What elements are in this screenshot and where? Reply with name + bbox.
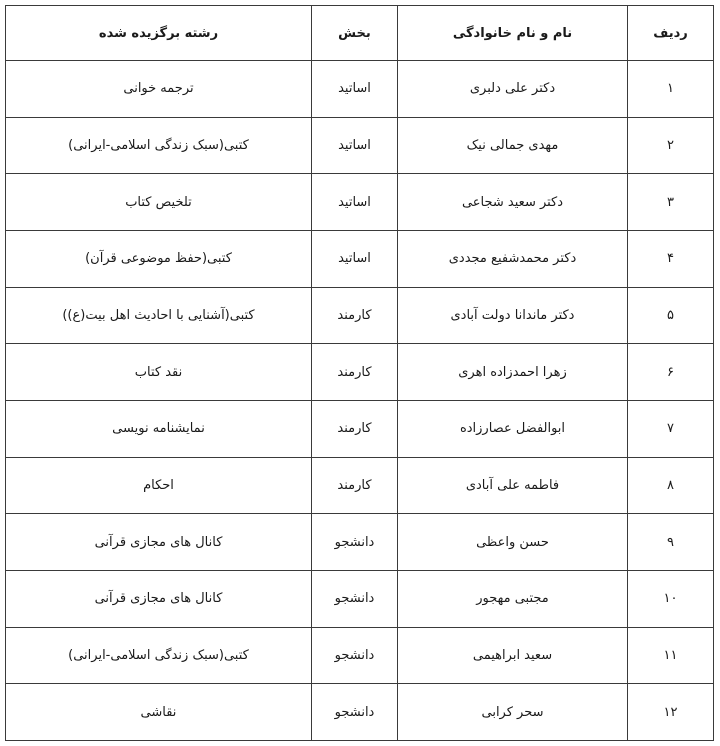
- cell-section: کارمند: [312, 457, 398, 514]
- cell-row-number: ۵: [628, 287, 714, 344]
- table-row: [6, 684, 714, 741]
- cell-row-number: ۱۱: [628, 627, 714, 684]
- cell-full-name: دکتر ماندانا دولت آبادی: [398, 287, 628, 344]
- header-section: بخش: [312, 6, 398, 61]
- cell-selected-field: کانال های مجازی قرآنی: [6, 514, 312, 571]
- cell-full-name: فاطمه علی آبادی: [398, 457, 628, 514]
- cell-selected-field: کتبی(آشنایی با احادیث اهل بیت(ع)): [6, 287, 312, 344]
- table-row: [6, 174, 714, 231]
- cell-row-number: ۷: [628, 400, 714, 457]
- cell-full-name: سحر کرابی: [398, 684, 628, 741]
- table-row: [6, 514, 714, 571]
- header-row-number: ردیف: [628, 6, 714, 61]
- cell-full-name: مجتبی مهجور: [398, 570, 628, 627]
- cell-row-number: ۱۲: [628, 684, 714, 741]
- cell-full-name: زهرا احمدزاده اهری: [398, 344, 628, 401]
- table-row: [6, 570, 714, 627]
- cell-section: اساتید: [312, 61, 398, 118]
- table-row: [6, 230, 714, 287]
- cell-section: کارمند: [312, 287, 398, 344]
- cell-full-name: دکتر علی دلبری: [398, 61, 628, 118]
- cell-section: دانشجو: [312, 627, 398, 684]
- cell-selected-field: نمایشنامه نویسی: [6, 400, 312, 457]
- cell-section: اساتید: [312, 117, 398, 174]
- cell-section: کارمند: [312, 344, 398, 401]
- cell-row-number: ۹: [628, 514, 714, 571]
- cell-section: دانشجو: [312, 514, 398, 571]
- cell-section: دانشجو: [312, 684, 398, 741]
- cell-row-number: ۲: [628, 117, 714, 174]
- cell-full-name: دکتر سعید شجاعی: [398, 174, 628, 231]
- cell-full-name: مهدی جمالی نیک: [398, 117, 628, 174]
- cell-row-number: ۶: [628, 344, 714, 401]
- header-selected-field: رشته برگزیده شده: [6, 6, 312, 61]
- cell-selected-field: کتبی(حفظ موضوعی قرآن): [6, 230, 312, 287]
- cell-full-name: دکتر محمدشفیع مجددی: [398, 230, 628, 287]
- results-table: [5, 5, 714, 741]
- cell-selected-field: ترجمه خوانی: [6, 61, 312, 118]
- cell-full-name: ابوالفضل عصارزاده: [398, 400, 628, 457]
- cell-section: اساتید: [312, 174, 398, 231]
- cell-selected-field: نقد کتاب: [6, 344, 312, 401]
- cell-section: دانشجو: [312, 570, 398, 627]
- cell-full-name: حسن واعظی: [398, 514, 628, 571]
- cell-section: کارمند: [312, 400, 398, 457]
- cell-full-name: سعید ابراهیمی: [398, 627, 628, 684]
- header-full-name: نام و نام خانوادگی: [398, 6, 628, 61]
- cell-selected-field: تلخیص کتاب: [6, 174, 312, 231]
- table-row: [6, 344, 714, 401]
- table-row: [6, 457, 714, 514]
- cell-selected-field: کانال های مجازی قرآنی: [6, 570, 312, 627]
- header-row: [6, 6, 714, 61]
- table-row: [6, 117, 714, 174]
- cell-selected-field: احکام: [6, 457, 312, 514]
- table-row: [6, 400, 714, 457]
- cell-selected-field: کتبی(سبک زندگی اسلامی-ایرانی): [6, 627, 312, 684]
- cell-section: اساتید: [312, 230, 398, 287]
- cell-row-number: ۳: [628, 174, 714, 231]
- cell-row-number: ۸: [628, 457, 714, 514]
- cell-selected-field: نقاشی: [6, 684, 312, 741]
- table-row: [6, 61, 714, 118]
- cell-row-number: ۴: [628, 230, 714, 287]
- cell-row-number: ۱: [628, 61, 714, 118]
- cell-row-number: ۱۰: [628, 570, 714, 627]
- table-row: [6, 627, 714, 684]
- cell-selected-field: کتبی(سبک زندگی اسلامی-ایرانی): [6, 117, 312, 174]
- table-row: [6, 287, 714, 344]
